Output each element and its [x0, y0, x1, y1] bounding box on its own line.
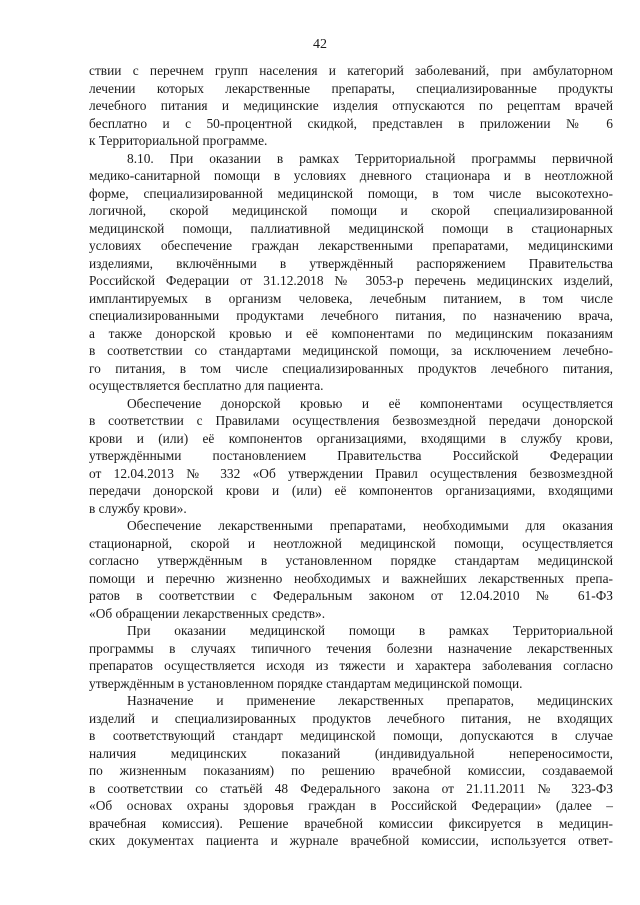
text-line: 8.10. При оказании в рамках Территориальной программы первичной	[127, 150, 613, 166]
text-line: в соответствии с Правилами осуществления безвозмездной передачи донорской	[89, 413, 613, 428]
text-line: врачебная комиссия). Решение врачебной комиссии фиксируется в медицин-	[89, 815, 613, 831]
text-line: программы в случаях типичного течения болезни назначение лекарственных	[89, 640, 613, 656]
text-line: утверждёнными постановлением Правительства Российской Федерации	[89, 448, 613, 463]
text-line: передачи донорской крови и (или) её компонентов организациями, входящими	[89, 483, 613, 498]
text-line: изделий и специализированных продуктов лечебного питания, не входящих	[89, 710, 613, 726]
text-line: в соответствии со стандартами медицинской помощи, за исключением лечебно-	[89, 343, 613, 358]
paragraph	[89, 517, 613, 622]
text-line: препаратов осуществляется исходя из тяжести и характера заболевания согласно	[89, 658, 613, 673]
text-line: Обеспечение донорской кровью и её компонентами осуществляется	[127, 395, 613, 411]
text-line: ратов в соответствии с Федеральным законом от 12.04.2010 № 61-ФЗ	[89, 588, 613, 603]
text-line: ствии с перечнем групп населения и категорий заболеваний, при амбулаторном	[89, 63, 613, 78]
text-line: лечении которых лекарственные препараты, специализированные продукты	[89, 80, 613, 96]
text-line: осуществляется бесплатно для пациента.	[89, 378, 324, 393]
text-line: изделиями, включёнными в утверждённый распоряжением Правительства	[89, 255, 613, 271]
text-line: условиях обеспечение граждан лекарственными препаратами, медицинскими	[89, 238, 613, 253]
text-line: логичной, скорой медицинской помощи и скорой специализированной	[89, 203, 613, 218]
paragraph	[89, 62, 613, 150]
page-number: 42	[313, 37, 327, 52]
text-line: бесплатно и с 50-процентной скидкой, представлен в приложении № 6	[89, 115, 613, 131]
text-line: Обеспечение лекарственными препаратами, необходимыми для оказания	[127, 518, 613, 533]
text-line: имплантируемых в организм человека, лечебным питанием, в том числе	[89, 290, 613, 306]
paragraph	[89, 150, 613, 395]
text-line: помощи и перечню жизненно необходимых и важнейших лекарственных препа-	[89, 570, 613, 586]
text-line: ских документах пациента и журнале врачебной комиссии, используется ответ-	[89, 833, 613, 848]
paragraph	[89, 622, 613, 692]
paragraph	[89, 395, 613, 518]
text-line: лечебного питания и медицинские изделия отпускаются по рецептам врачей	[89, 98, 613, 113]
text-line: по жизненным показаниям) по решению врачебной комиссии, создаваемой	[89, 763, 613, 778]
text-line: в соответствии со статьёй 48 Федерального закона от 21.11.2011 № 323-ФЗ	[89, 780, 613, 796]
document-text-body	[89, 62, 613, 850]
text-line: го питания, в том числе специализированных продуктов лечебного питания,	[89, 360, 613, 376]
text-line: стационарной, скорой и неотложной медицинской помощи, осуществляется	[89, 535, 613, 551]
text-line: «Об основах охраны здоровья граждан в Российской Федерации» (далее –	[89, 798, 613, 813]
text-line: утверждённым в установленном порядке стандартам медицинской помощи.	[89, 675, 523, 691]
text-line: «Об обращении лекарственных средств».	[89, 605, 326, 621]
text-line: медицинской помощи, паллиативной медицинской помощи в стационарных	[89, 220, 613, 236]
text-line: При оказании медицинской помощи в рамках Территориальной	[127, 623, 613, 638]
text-line: к Территориальной программе.	[89, 133, 268, 148]
text-line: Российской Федерации от 31.12.2018 № 3053-р перечень медицинских изделий,	[89, 273, 613, 288]
text-line: в службу крови».	[89, 500, 187, 516]
text-line: от 12.04.2013 № 332 «Об утверждении Правил осуществления безвозмездной	[89, 465, 613, 481]
text-line: Назначение и применение лекарственных препаратов, медицинских	[127, 693, 613, 708]
text-line: форме, специализированной медицинской помощи, в том числе высокотехно-	[89, 185, 613, 201]
paragraph	[89, 692, 613, 850]
text-line: в соответствующий стандарт медицинской помощи, допускаются в случае	[89, 728, 613, 743]
text-line: согласно утверждённым в установленном порядке стандартам медицинской	[89, 553, 613, 568]
text-line: а также донорской кровью и её компонентами по медицинским показаниям	[89, 325, 613, 341]
text-line: наличия медицинских показаний (индивидуальной непереносимости,	[89, 745, 613, 761]
text-line: медико-санитарной помощи в условиях дневного стационара и в неотложной	[89, 168, 613, 183]
text-line: специализированными продуктами лечебного питания, по назначению врача,	[89, 308, 613, 323]
text-line: крови и (или) её компонентов организациями, входящими в службу крови,	[89, 430, 613, 446]
